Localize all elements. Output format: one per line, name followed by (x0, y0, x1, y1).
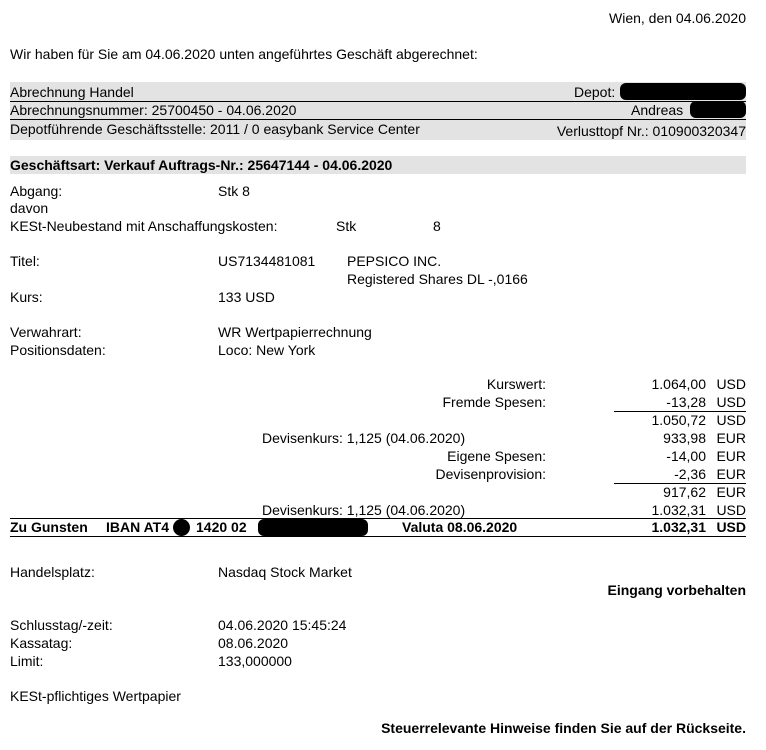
footer-note: Steuerrelevante Hinweise finden Sie auf der Rückseite. (381, 720, 746, 736)
eigene-spesen-cur: EUR (716, 448, 746, 464)
zu-gunsten-label: Zu Gunsten (10, 519, 88, 535)
schlusstag-value: 04.06.2020 15:45:24 (218, 617, 347, 633)
kurswert-cur: USD (716, 376, 746, 392)
devisenprovision-amount: -2,36 (674, 466, 706, 482)
verwahrart-value: WR Wertpapierrechnung (218, 324, 372, 340)
kassatag-label: Kassatag: (10, 635, 73, 651)
iban-mid: 1420 02 (196, 519, 247, 535)
kest-pflichtig: KESt-pflichtiges Wertpapier (10, 688, 181, 704)
fremde-spesen-cur: USD (716, 394, 746, 410)
devisenprovision-label: Devisenprovision: (435, 466, 546, 482)
schlusstag-label: Schlusstag/-zeit: (10, 617, 113, 633)
valuta: Valuta 08.06.2020 (402, 519, 518, 535)
devisenkurs-2-label: Devisenkurs: 1,125 (04.06.2020) (262, 502, 466, 518)
subtotal-1-cur: USD (716, 412, 746, 428)
eigene-spesen-amount: -14,00 (666, 448, 706, 464)
devisenkurs-1-cur: EUR (716, 430, 746, 446)
devisenkurs-1-amount: 933,98 (663, 430, 706, 446)
total-underline (10, 536, 746, 537)
positionsdaten-value: Loco: New York (218, 342, 316, 358)
geschaeftsart: Geschäftsart: Verkauf Auftrags-Nr.: 25647144 - 04.06.2020 (10, 157, 393, 173)
kurswert-amount: 1.064,00 (651, 376, 706, 392)
kest-unit: Stk (336, 218, 357, 234)
devisenkurs-2-amount: 1.032,31 (651, 502, 706, 518)
geschaeftsstelle: Depotführende Geschäftsstelle: 2011 / 0 easybank Service Center (10, 121, 420, 137)
kurs-value: 133 USD (218, 289, 275, 305)
verwahrart-label: Verwahrart: (10, 324, 82, 340)
davon-label: davon (10, 200, 49, 216)
intro-text: Wir haben für Sie am 04.06.2020 unten angeführtes Geschäft abgerechnet: (10, 46, 478, 62)
fremde-spesen-label: Fremde Spesen: (442, 394, 546, 410)
devisenkurs-1-label: Devisenkurs: 1,125 (04.06.2020) (262, 430, 466, 446)
devisenprovision-cur: EUR (716, 466, 746, 482)
eigene-spesen-label: Eigene Spesen: (447, 448, 546, 464)
titel-label: Titel: (10, 253, 40, 269)
depot-label: Depot: (574, 84, 616, 100)
total-amount: 1.032,31 (651, 519, 706, 535)
iban-redaction-1 (173, 519, 190, 536)
abgang-value: Stk 8 (218, 183, 250, 199)
kassatag-value: 08.06.2020 (218, 635, 289, 651)
subtotal-1-amount: 1.050,72 (651, 412, 706, 428)
kurswert-label: Kurswert: (486, 376, 546, 392)
kest-qty: 8 (433, 218, 441, 234)
fremde-spesen-amount: -13,28 (666, 394, 706, 410)
titel-desc: Registered Shares DL -,0166 (347, 271, 528, 287)
handelsplatz-value: Nasdaq Stock Market (218, 564, 352, 580)
iban-prefix: IBAN AT4 (106, 519, 169, 535)
iban-redaction-2 (258, 519, 368, 536)
subtotal-2-amount: 917,62 (663, 484, 706, 500)
abrechnung-handel: Abrechnung Handel (10, 84, 134, 100)
positionsdaten-label: Positionsdaten: (10, 342, 106, 358)
handelsplatz-label: Handelsplatz: (10, 564, 95, 580)
abgang-label: Abgang: (10, 183, 63, 199)
isin: US7134481081 (218, 253, 316, 269)
eingang-vorbehalten: Eingang vorbehalten (607, 582, 746, 598)
header-divider-2 (10, 119, 746, 120)
abrechnungsnummer: Abrechnungsnummer: 25700450 - 04.06.2020 (10, 102, 297, 118)
limit-value: 133,000000 (218, 653, 292, 669)
limit-label: Limit: (10, 653, 44, 669)
kest-label: KESt-Neubestand mit Anschaffungskosten: (10, 218, 278, 234)
verlusttopf: Verlusttopf Nr.: 010900320347 (556, 123, 746, 139)
devisenkurs-2-cur: USD (716, 502, 746, 518)
depot-redaction (620, 83, 746, 100)
kurs-label: Kurs: (10, 289, 43, 305)
document-date: Wien, den 04.06.2020 (609, 10, 746, 26)
name-label: Andreas (631, 102, 684, 118)
subtotal-2-cur: EUR (716, 484, 746, 500)
titel-name: PEPSICO INC. (347, 253, 442, 269)
total-cur: USD (716, 519, 746, 535)
name-redaction (690, 101, 746, 118)
